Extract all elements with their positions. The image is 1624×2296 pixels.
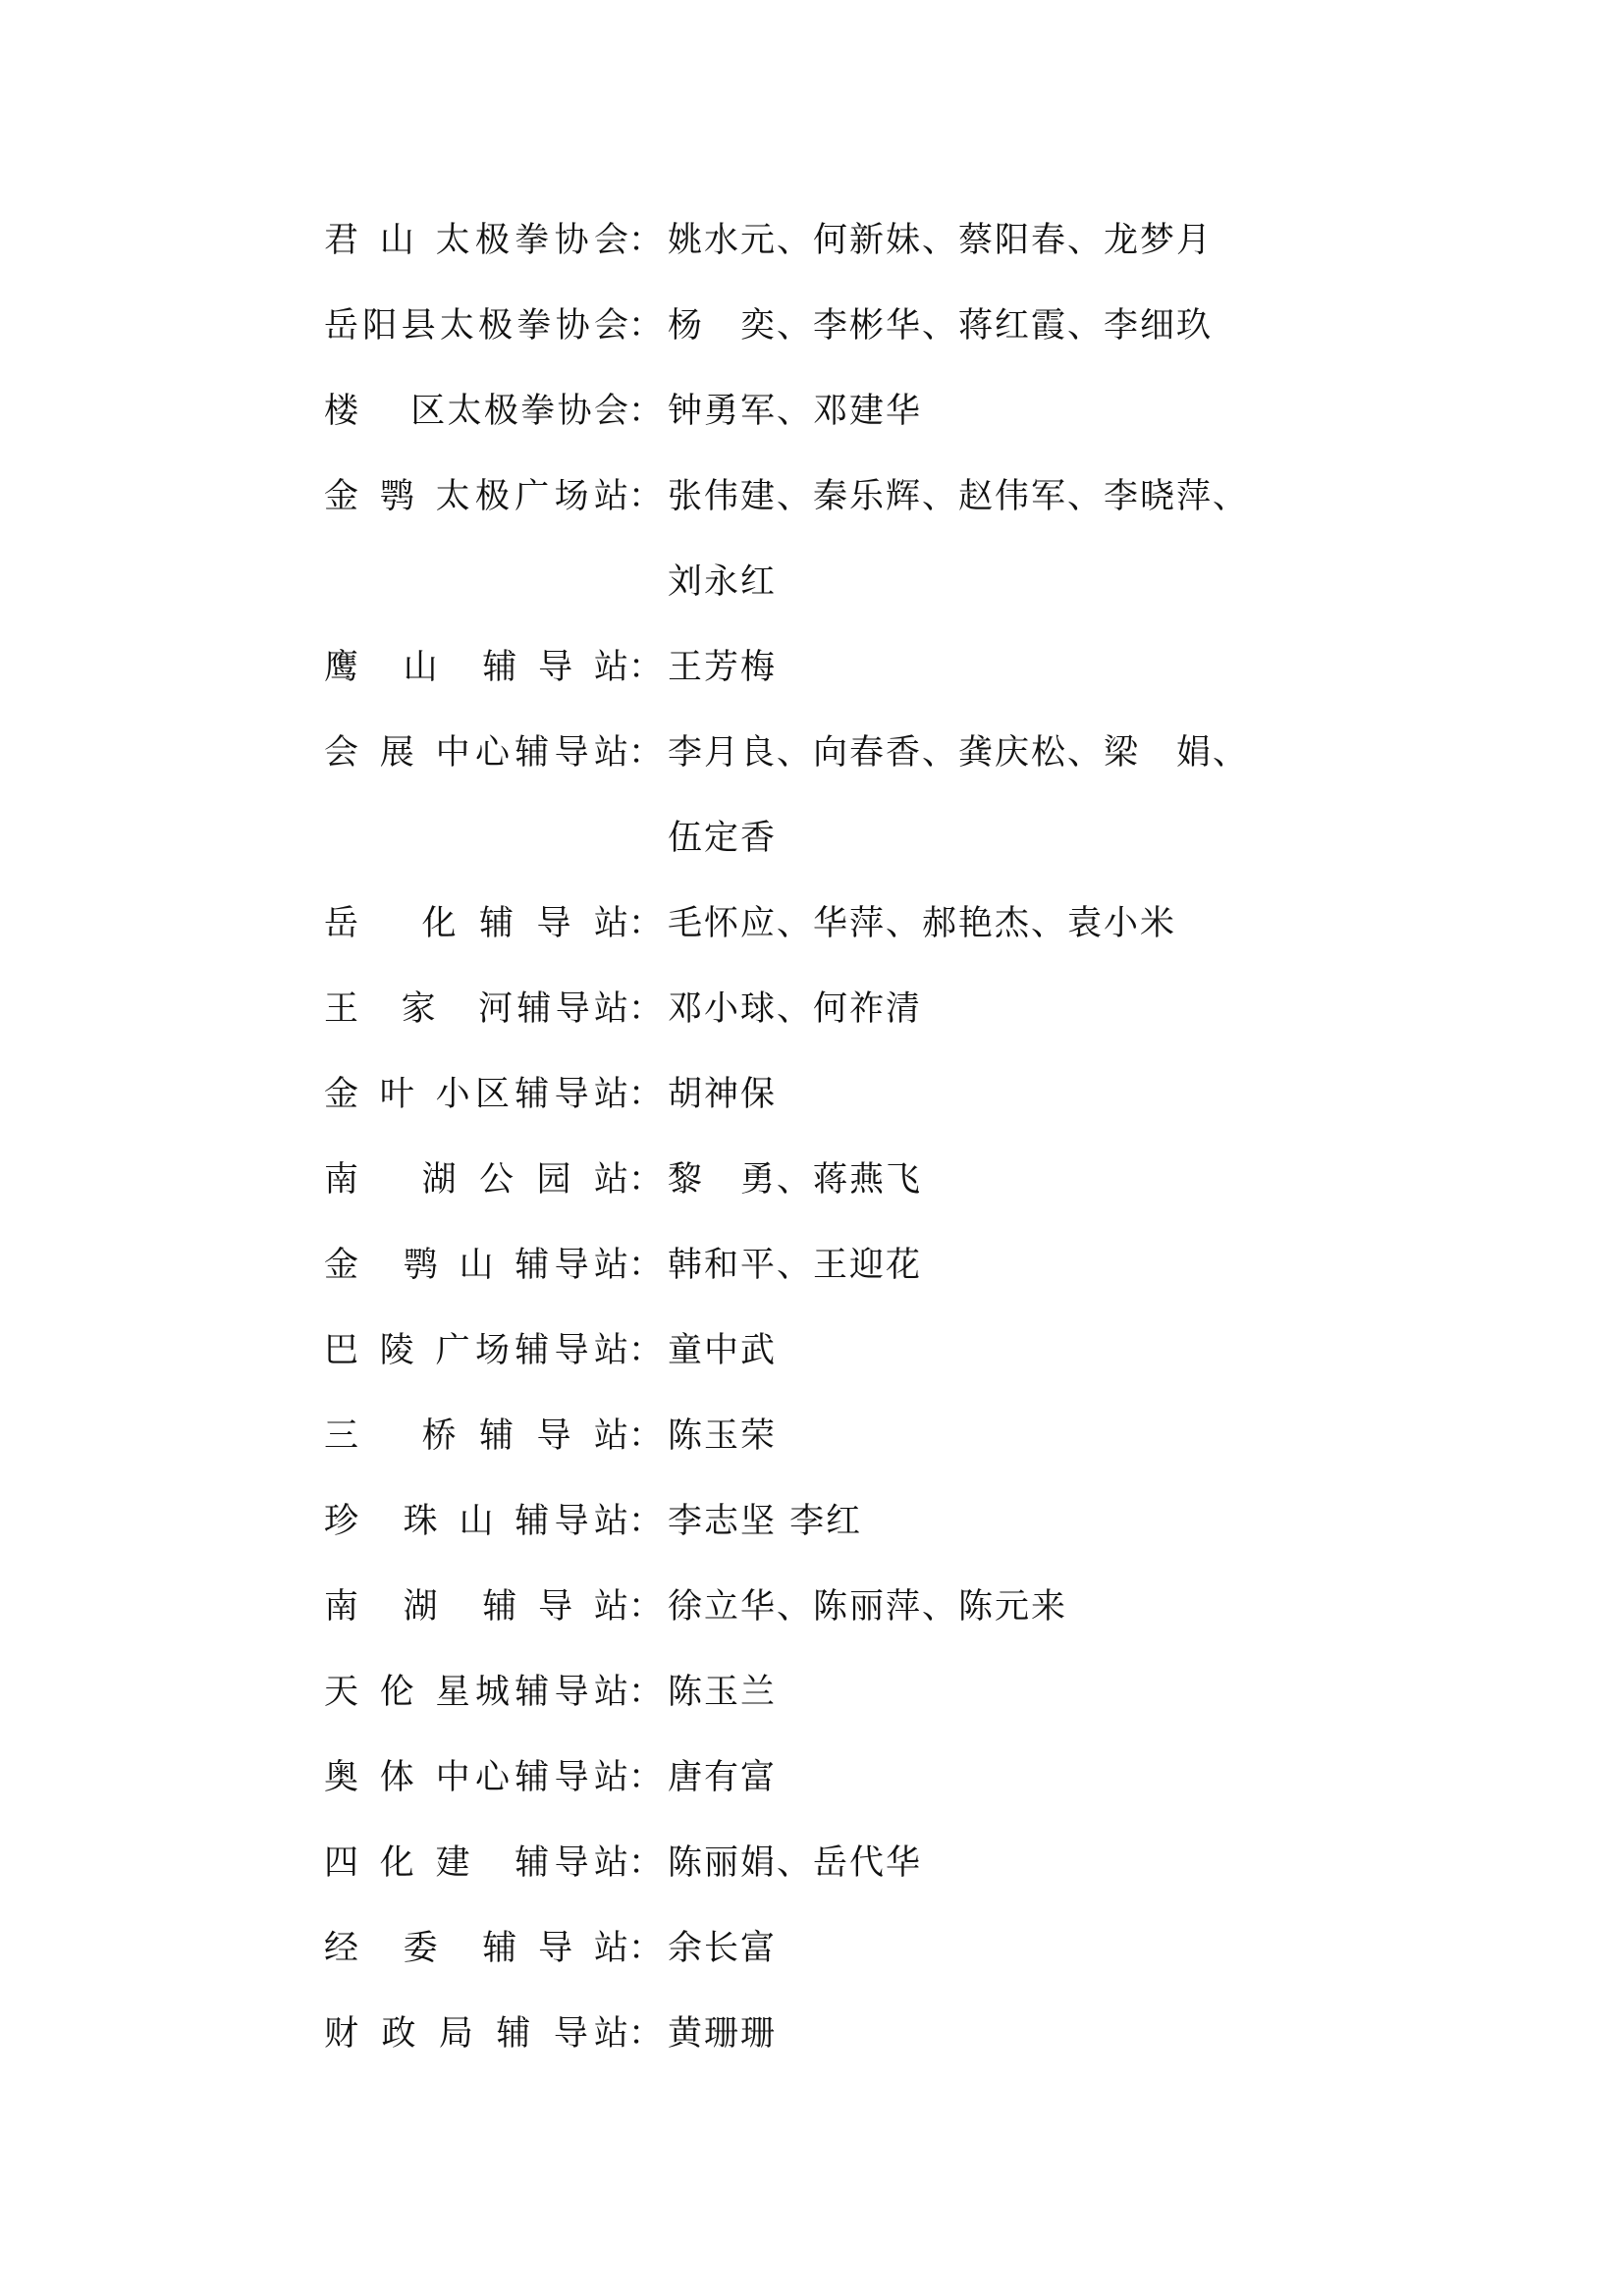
entry-label: 岳 化 辅 导 站 (324, 904, 628, 943)
roster-entry (324, 1324, 1306, 1410)
entry-names: 李月良、向春香、龚庆松、梁 娟、 (668, 733, 1250, 773)
roster-entry (324, 1153, 1306, 1239)
entry-names: 李志坚 李红 (668, 1502, 863, 1541)
entry-colon: ： (628, 1331, 664, 1370)
entry-label: 楼 区太极拳协会 (324, 392, 628, 431)
roster-entry (324, 1751, 1306, 1837)
entry-colon: ： (628, 477, 664, 516)
entry-colon: ： (628, 1587, 664, 1627)
entry-colon: ： (628, 1758, 664, 1797)
entry-colon: ： (628, 1160, 664, 1200)
entry-names: 王芳梅 (668, 648, 778, 687)
entry-names: 陈丽娟、岳代华 (668, 1843, 923, 1883)
roster-entry (324, 2007, 1306, 2093)
entry-label: 珍 珠 山 辅导站 (324, 1502, 628, 1541)
entry-names: 伍定香 (668, 819, 778, 858)
entry-label: 天 伦 星城辅导站 (324, 1673, 628, 1712)
entry-names: 陈玉荣 (668, 1416, 778, 1456)
entry-label: 经 委 辅 导 站 (324, 1929, 628, 1968)
entry-names: 童中武 (668, 1331, 778, 1370)
entry-names: 黎 勇、蒋燕飞 (668, 1160, 923, 1200)
roster-entry-continuation (324, 812, 1306, 897)
entry-label: 君 山 太极拳协会 (324, 221, 628, 260)
entry-colon: ： (628, 1246, 664, 1285)
entry-label: 金 鹗 太极广场站 (324, 477, 628, 516)
entry-names: 钟勇军、邓建华 (668, 392, 923, 431)
entry-colon: ： (628, 1502, 664, 1541)
roster-entry (324, 299, 1306, 385)
entry-names: 余长富 (668, 1929, 778, 1968)
entry-colon: ： (628, 989, 664, 1029)
station-roster-list (324, 214, 1306, 2093)
entry-colon: ： (628, 1673, 664, 1712)
entry-label: 金 叶 小区辅导站 (324, 1075, 628, 1114)
entry-colon: ： (628, 733, 664, 773)
entry-label: 南 湖 公 园 站 (324, 1160, 628, 1200)
entry-names: 胡神保 (668, 1075, 778, 1114)
roster-entry (324, 1580, 1306, 1666)
entry-colon: ： (628, 221, 664, 260)
entry-names: 黄珊珊 (668, 2014, 778, 2054)
entry-colon: ： (628, 1929, 664, 1968)
entry-label: 巴 陵 广场辅导站 (324, 1331, 628, 1370)
entry-names: 刘永红 (668, 562, 778, 602)
roster-entry (324, 1495, 1306, 1580)
entry-label: 会 展 中心辅导站 (324, 733, 628, 773)
entry-colon: ： (628, 904, 664, 943)
entry-colon: ： (628, 1843, 664, 1883)
entry-colon: ： (628, 648, 664, 687)
entry-label: 王 家 河辅导站 (324, 989, 628, 1029)
entry-names: 杨 奕、李彬华、蒋红霞、李细玖 (668, 306, 1214, 346)
roster-entry (324, 385, 1306, 470)
roster-entry (324, 214, 1306, 299)
roster-entry (324, 897, 1306, 983)
entry-label: 岳阳县太极拳协会 (324, 306, 628, 346)
roster-entry (324, 1410, 1306, 1495)
entry-label: 财 政 局 辅 导站 (324, 2014, 628, 2054)
entry-label: 三 桥 辅 导 站 (324, 1416, 628, 1456)
entry-colon: ： (628, 1075, 664, 1114)
entry-colon: ： (628, 1416, 664, 1456)
roster-entry (324, 1837, 1306, 1922)
roster-entry (324, 1239, 1306, 1324)
entry-label: 鹰 山 辅 导 站 (324, 648, 628, 687)
entry-names: 邓小球、何祚清 (668, 989, 923, 1029)
entry-names: 姚水元、何新妹、蔡阳春、龙梦月 (668, 221, 1214, 260)
entry-label: 南 湖 辅 导 站 (324, 1587, 628, 1627)
entry-names: 韩和平、王迎花 (668, 1246, 923, 1285)
entry-names: 徐立华、陈丽萍、陈元来 (668, 1587, 1068, 1627)
roster-entry (324, 983, 1306, 1068)
entry-label: 奥 体 中心辅导站 (324, 1758, 628, 1797)
entry-label: 四 化 建 辅导站 (324, 1843, 628, 1883)
roster-entry-continuation (324, 556, 1306, 641)
entry-names: 陈玉兰 (668, 1673, 778, 1712)
entry-names: 张伟建、秦乐辉、赵伟军、李晓萍、 (668, 477, 1250, 516)
entry-colon: ： (628, 392, 664, 431)
roster-entry (324, 470, 1306, 556)
roster-entry (324, 1068, 1306, 1153)
entry-names: 毛怀应、华萍、郝艳杰、袁小米 (668, 904, 1177, 943)
entry-colon: ： (628, 2014, 664, 2054)
entry-label: 金 鹗 山 辅导站 (324, 1246, 628, 1285)
entry-colon: ： (628, 306, 664, 346)
roster-entry (324, 1922, 1306, 2007)
entry-names: 唐有富 (668, 1758, 778, 1797)
roster-entry (324, 641, 1306, 726)
roster-entry (324, 1666, 1306, 1751)
roster-entry (324, 726, 1306, 812)
